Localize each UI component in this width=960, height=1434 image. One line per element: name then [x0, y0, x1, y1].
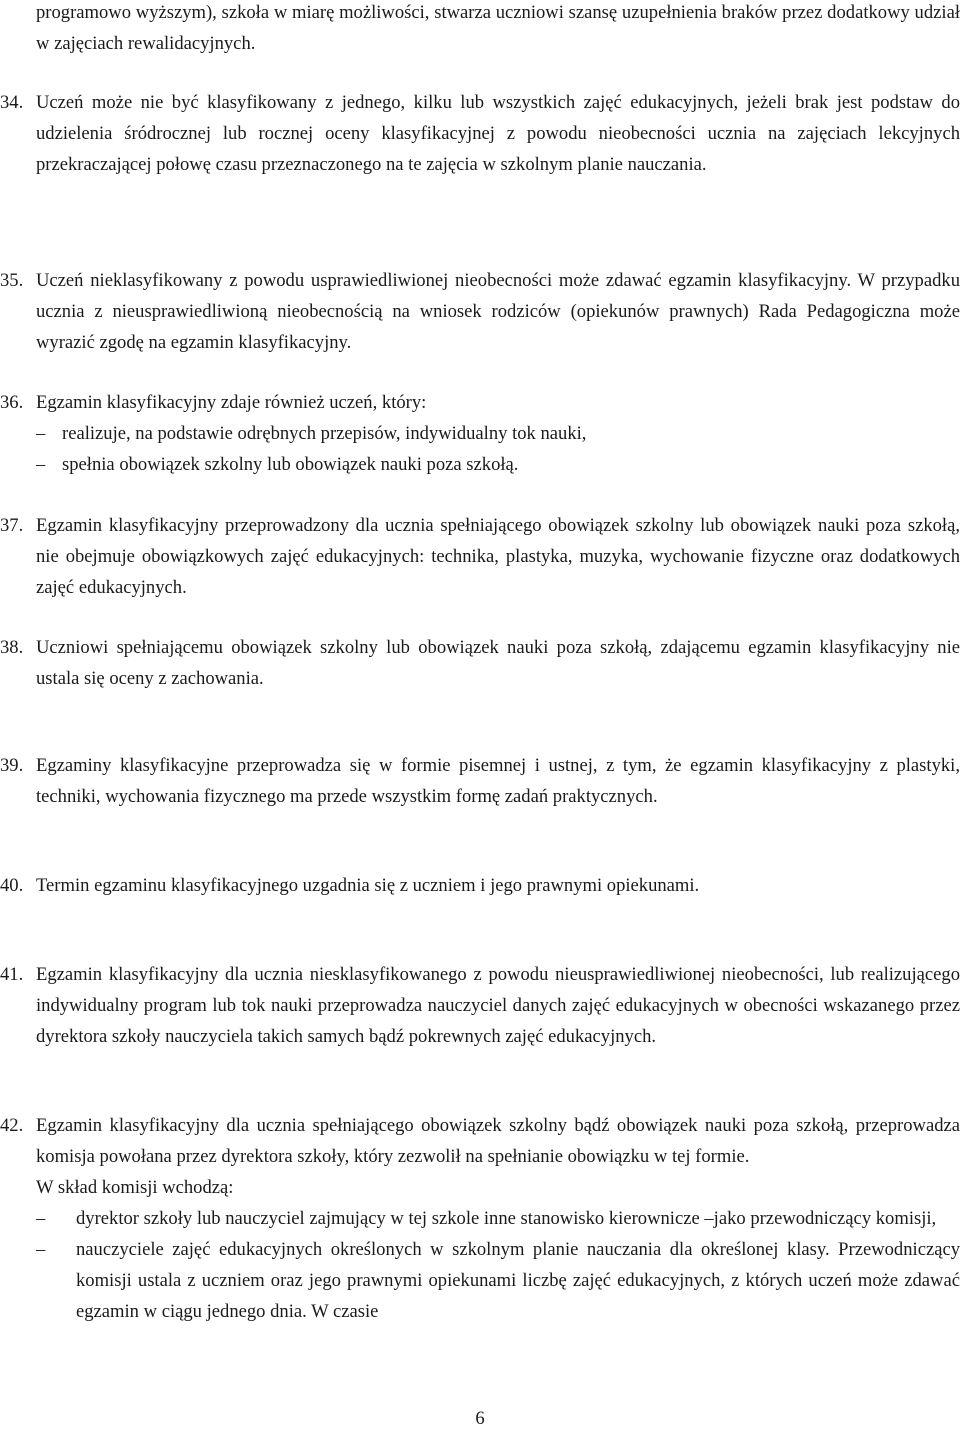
paragraph-text: Egzaminy klasyfikacyjne przeprowadza się w formie pisemnej i ustnej, z tym, że egzamin klasyfikacyjny z plastyki, techniki, wychowania fizycznego ma przede wszystkim formę zadań praktycznych.	[36, 755, 960, 807]
paragraph-text: Egzamin klasyfikacyjny przeprowadzony dla ucznia spełniającego obowiązek szkolny lub obowiązek nauki poza szkołą, nie obejmuje obowiązkowych zajęć edukacyjnych: technika, plastyka, muzyka, wychowanie fizyczne oraz dodatkowych zajęć edukacyjnych.	[36, 515, 960, 598]
paragraph-text: Egzamin klasyfikacyjny dla ucznia spełniającego obowiązek szkolny bądź obowiązek nauki poza szkołą, przeprowadza komisja powołana przez dyrektora szkoły, który zezwolił na spełnianie obowiązku w tej formie.	[36, 1115, 960, 1167]
paragraph-text: Termin egzaminu klasyfikacyjnego uzgadnia się z uczniem i jego prawnymi opiekunami.	[36, 875, 700, 896]
paragraph-36	[0, 387, 960, 480]
list-item	[36, 418, 960, 449]
paragraph-number: 41.	[0, 964, 24, 985]
list-item-text: spełnia obowiązek szkolny lub obowiązek nauki poza szkołą.	[62, 454, 519, 475]
dash-marker: –	[36, 1208, 46, 1229]
paragraph-number: 34.	[0, 92, 24, 113]
paragraph-text: Uczniowi spełniającemu obowiązek szkolny lub obowiązek nauki poza szkołą, zdającemu egzamin klasyfikacyjny nie ustala się oceny z zachowania.	[36, 637, 960, 689]
paragraph-text: Egzamin klasyfikacyjny zdaje również uczeń, który:	[36, 392, 427, 413]
paragraph-number: 42.	[0, 1115, 24, 1136]
list-item	[36, 449, 960, 480]
dash-list	[36, 418, 960, 480]
dash-marker: –	[36, 423, 46, 444]
list-item	[36, 1203, 960, 1234]
list-item-text: realizuje, na podstawie odrębnych przepisów, indywidualny tok nauki,	[62, 423, 587, 444]
page-number: 6	[475, 1408, 485, 1429]
paragraph-number: 39.	[0, 755, 24, 776]
paragraph-number: 35.	[0, 270, 24, 291]
paragraph-number: 36.	[0, 392, 24, 413]
paragraph-38	[0, 632, 960, 694]
paragraph-text: Uczeń nieklasyfikowany z powodu usprawiedliwionej nieobecności może zdawać egzamin klasyfikacyjny. W przypadku ucznia z nieusprawiedliwioną nieobecnością na wniosek rodziców (opiekunów prawnych) Rada Pedagogiczna może wyrazić zgodę na egzamin klasyfikacyjny.	[36, 270, 960, 353]
paragraph-35	[0, 265, 960, 358]
dash-marker: –	[36, 1239, 46, 1260]
paragraph-39	[0, 750, 960, 812]
paragraph-number: 37.	[0, 515, 24, 536]
paragraph-subtext: W skład komisji wchodzą:	[36, 1177, 234, 1198]
list-item-text: dyrektor szkoły lub nauczyciel zajmujący w tej szkole inne stanowisko kierownicze –jako przewodniczący komisji,	[76, 1208, 937, 1229]
list-item-text: nauczyciele zajęć edukacyjnych określonych w szkolnym planie nauczania dla określonej klasy. Przewodniczący komisji ustala z uczniem oraz jego prawnymi opiekunami liczbę zajęć edukacyjnych, z których uczeń może zdawać egzamin w ciągu jednego dnia. W czasie	[76, 1239, 960, 1322]
paragraph-37	[0, 510, 960, 603]
paragraph-34	[0, 87, 960, 180]
paragraph-text: Uczeń może nie być klasyfikowany z jednego, kilku lub wszystkich zajęć edukacyjnych, jeżeli brak jest podstaw do udzielenia śródrocznej lub rocznej oceny klasyfikacyjnej z powodu nieobecności ucznia na zajęciach lekcyjnych przekraczającej połowę czasu przeznaczonego na te zajęcia w szkolnym planie nauczania.	[36, 92, 960, 175]
paragraph-40	[0, 870, 960, 901]
paragraph-number: 38.	[0, 637, 24, 658]
dash-marker: –	[36, 454, 46, 475]
paragraph-text: Egzamin klasyfikacyjny dla ucznia niesklasyfikowanego z powodu nieusprawiedliwionej nieobecności, lub realizującego indywidualny program lub tok nauki przeprowadza nauczyciel danych zajęć edukacyjnych w obecności wskazanego przez dyrektora szkoły nauczyciela takich samych bądź pokrewnych zajęć edukacyjnych.	[36, 964, 960, 1047]
paragraph-number: 40.	[0, 875, 24, 896]
paragraph-42	[0, 1110, 960, 1327]
dash-list	[36, 1203, 960, 1327]
intro-continuation-paragraph: programowo wyższym), szkoła w miarę możliwości, stwarza uczniowi szansę uzupełnienia braków przez dodatkowy udział w zajęciach rewalidacyjnych.	[36, 2, 960, 54]
list-item	[36, 1234, 960, 1327]
paragraph-41	[0, 959, 960, 1052]
